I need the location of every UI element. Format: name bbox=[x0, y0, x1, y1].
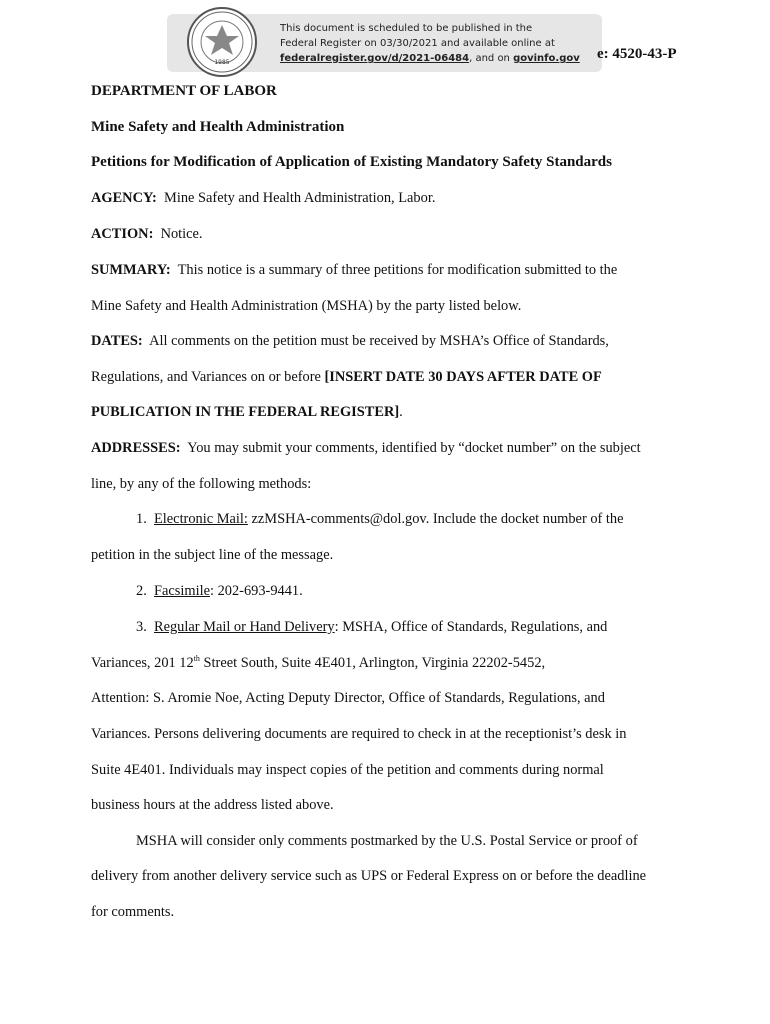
method-2-text: : 202-693-9441. bbox=[209, 583, 303, 599]
method-3-line-6: business hours at the address listed above. bbox=[91, 797, 334, 813]
agency-label: AGENCY: bbox=[91, 190, 157, 206]
dates-text-2: Regulations, and Variances on or before bbox=[91, 369, 325, 385]
method-3-line-5: Suite 4E401. Individuals may inspect copies of the petition and comments during normal bbox=[91, 762, 604, 778]
dates-insert-2: PUBLICATION IN THE FEDERAL REGISTER] bbox=[91, 404, 400, 420]
national-archives-seal-icon bbox=[187, 7, 257, 77]
method-2-number: 2. bbox=[136, 583, 147, 599]
action-text: Notice. bbox=[160, 226, 203, 242]
dates-line-2 bbox=[91, 369, 602, 386]
method-3-line-3: Attention: S. Aromie Noe, Acting Deputy Director, Office of Standards, Regulations, and bbox=[91, 690, 605, 706]
summary-line-2: Mine Safety and Health Administration (MSHA) by the party listed below. bbox=[91, 298, 522, 314]
notice-line-1: This document is scheduled to be published in the bbox=[280, 23, 533, 34]
method-3-line-4: Variances. Persons delivering documents are required to check in at the receptionist’s desk in bbox=[91, 726, 627, 742]
publication-notice bbox=[280, 21, 600, 66]
method-1-line bbox=[136, 511, 624, 528]
method-1-number: 1. bbox=[136, 511, 147, 527]
dates-period: . bbox=[399, 404, 403, 420]
closing-line-2: delivery from another delivery service such as UPS or Federal Express on or before the deadline bbox=[91, 868, 647, 884]
dates-line-3 bbox=[91, 404, 403, 421]
summary-text-1: This notice is a summary of three petitions for modification submitted to the bbox=[177, 262, 618, 278]
subject-heading: Petitions for Modification of Application of Existing Mandatory Safety Standards bbox=[91, 154, 612, 170]
address-street-b: Street South, Suite 4E401, Arlington, Virginia 22202-5452, bbox=[199, 654, 546, 671]
agency-line bbox=[91, 190, 435, 207]
method-3-label: Regular Mail or Hand Delivery bbox=[154, 619, 335, 635]
agency-heading: Mine Safety and Health Administration bbox=[91, 119, 345, 135]
action-label: ACTION: bbox=[91, 226, 154, 242]
summary-line-1 bbox=[91, 262, 617, 279]
method-1-line-2: petition in the subject line of the message. bbox=[91, 547, 334, 563]
address-street-a: Variances, 201 12 bbox=[91, 654, 194, 671]
addresses-line-2: line, by any of the following methods: bbox=[91, 476, 312, 492]
method-2-line bbox=[136, 583, 303, 600]
and-on-text: , and on bbox=[469, 53, 514, 64]
method-1-label: Electronic Mail: bbox=[154, 511, 248, 527]
addresses-line-1 bbox=[91, 440, 641, 457]
dates-line-1 bbox=[91, 333, 609, 350]
govinfo-link[interactable]: govinfo.gov bbox=[513, 53, 580, 64]
federalregister-link[interactable]: federalregister.gov/d/2021-06484 bbox=[280, 53, 470, 64]
method-1-text: zzMSHA-comments@dol.gov. Include the docket number of the bbox=[247, 511, 624, 527]
closing-line-1: MSHA will consider only comments postmarked by the U.S. Postal Service or proof of bbox=[136, 833, 638, 849]
federal-register-stamp bbox=[167, 14, 602, 72]
agency-text: Mine Safety and Health Administration, Labor. bbox=[164, 190, 436, 206]
action-line bbox=[91, 226, 203, 243]
document-code: e: 4520-43-P bbox=[597, 46, 677, 62]
addresses-label: ADDRESSES: bbox=[91, 440, 181, 456]
seal-year: 1985 bbox=[214, 59, 230, 66]
notice-line-3 bbox=[280, 51, 600, 66]
method-3-line-2 bbox=[91, 654, 545, 672]
dates-label: DATES: bbox=[91, 333, 143, 349]
notice-line-2: Federal Register on 03/30/2021 and available online at bbox=[280, 38, 555, 49]
method-3-number: 3. bbox=[136, 619, 147, 635]
dates-insert-1: [INSERT DATE 30 DAYS AFTER DATE OF bbox=[324, 369, 602, 385]
method-2-label: Facsimile bbox=[154, 583, 210, 599]
summary-label: SUMMARY: bbox=[91, 262, 171, 278]
ordinal-suffix: th bbox=[193, 654, 200, 663]
closing-line-3: for comments. bbox=[91, 904, 175, 920]
method-3-line bbox=[136, 619, 607, 636]
method-3-text: : MSHA, Office of Standards, Regulations, and bbox=[334, 619, 608, 635]
addresses-text-1: You may submit your comments, identified by “docket number” on the subject bbox=[187, 440, 641, 456]
dates-text-1: All comments on the petition must be received by MSHA’s Office of Standards, bbox=[149, 333, 609, 349]
department-heading: DEPARTMENT OF LABOR bbox=[91, 83, 277, 99]
